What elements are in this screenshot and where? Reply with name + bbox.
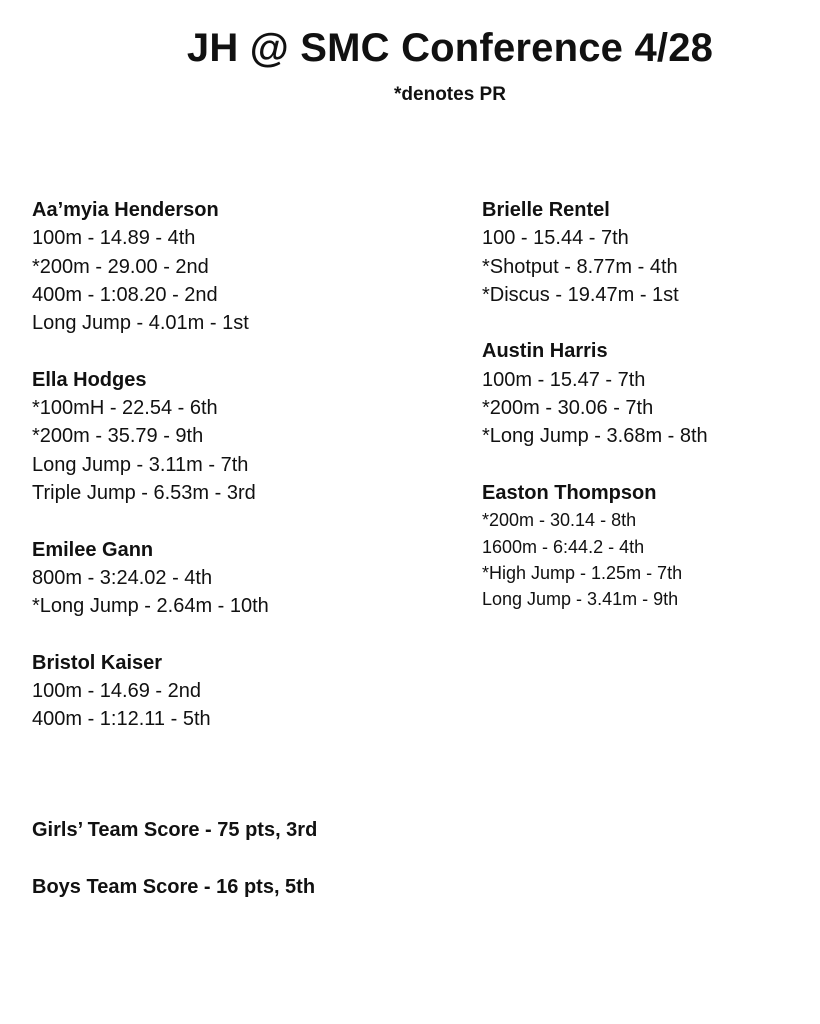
event-result: *Discus - 19.47m - 1st (482, 283, 679, 306)
athlete-block (32, 366, 269, 507)
event-result: *200m - 29.00 - 2nd (32, 255, 209, 278)
left-column (32, 196, 269, 734)
athlete-name: Brielle Rentel (482, 199, 610, 221)
athlete-block (482, 479, 708, 613)
athlete-name: Ella Hodges (32, 368, 147, 391)
event-result: 100m - 14.89 - 4th (32, 227, 196, 250)
event-result: 100m - 15.47 - 7th (482, 368, 646, 391)
event-result: 800m - 3:24.02 - 4th (32, 566, 213, 589)
event-result: 100m - 14.69 - 2nd (32, 680, 201, 703)
spacer (482, 309, 708, 337)
boys-team-score: Boys Team Score - 16 pts, 5th (32, 876, 316, 898)
athlete-name: Emilee Gann (32, 538, 154, 561)
event-result: *Long Jump - 3.68m - 8th (482, 425, 708, 448)
athlete-block (482, 337, 708, 450)
athlete-block (32, 649, 269, 734)
spacer (482, 451, 708, 479)
athlete-block (32, 196, 269, 337)
event-result: 1600m - 6:44.2 - 4th (482, 536, 645, 557)
event-result: Long Jump - 3.41m - 9th (482, 589, 679, 610)
event-result: Long Jump - 4.01m - 1st (32, 312, 249, 335)
event-result: Long Jump - 3.11m - 7th (32, 453, 249, 476)
athlete-name: Austin Harris (482, 340, 608, 363)
event-result: Triple Jump - 6.53m - 3rd (32, 481, 256, 504)
page-title: JH @ SMC Conference 4/28 (186, 26, 714, 70)
right-column (482, 196, 708, 613)
spacer (32, 337, 269, 365)
spacer (32, 620, 269, 648)
athlete-name: Bristol Kaiser (32, 651, 163, 674)
event-result: 400m - 1:08.20 - 2nd (32, 283, 218, 306)
event-result: *Long Jump - 2.64m - 10th (32, 595, 269, 618)
event-result: *High Jump - 1.25m - 7th (482, 563, 683, 584)
athlete-name: Aa’myia Henderson (32, 199, 219, 221)
girls-team-score: Girls’ Team Score - 75 pts, 3rd (32, 819, 318, 841)
athlete-block (32, 536, 269, 621)
event-result: *100mH - 22.54 - 6th (32, 397, 218, 420)
athlete-block (482, 196, 708, 309)
event-result: *200m - 30.06 - 7th (482, 397, 654, 420)
event-result: *200m - 30.14 - 8th (482, 510, 637, 531)
event-result: 100 - 15.44 - 7th (482, 227, 629, 250)
athlete-name: Easton Thompson (482, 481, 657, 504)
event-result: *Shotput - 8.77m - 4th (482, 255, 678, 278)
page-subtitle: *denotes PR (394, 84, 506, 105)
spacer (32, 507, 269, 535)
event-result: *200m - 35.79 - 9th (32, 425, 204, 448)
event-result: 400m - 1:12.11 - 5th (32, 708, 211, 731)
